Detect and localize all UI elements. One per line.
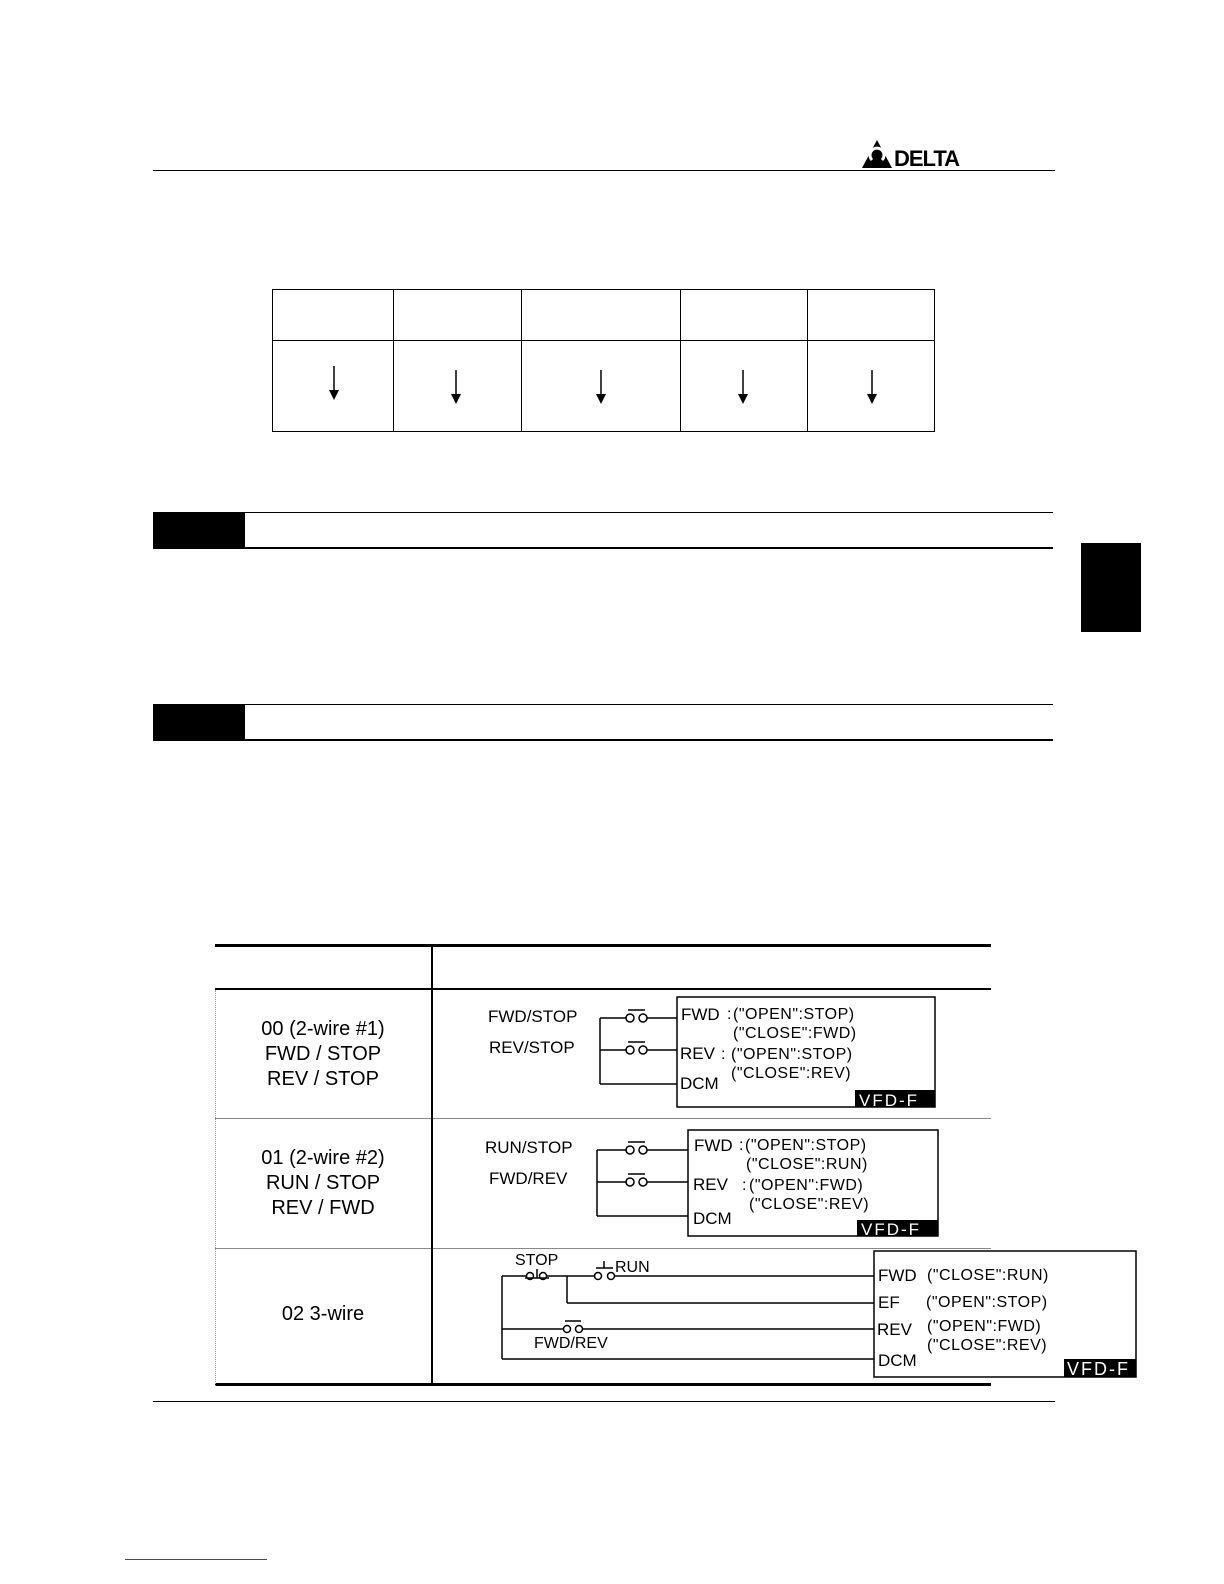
switch-label: RUN/STOP [485, 1138, 573, 1157]
state-label: ("CLOSE":REV) [731, 1065, 852, 1082]
logo-text: DELTA [894, 146, 960, 171]
table-divider [807, 290, 808, 431]
terminal-label: FWD [878, 1266, 917, 1285]
state-label: ("OPEN":STOP) [926, 1294, 1048, 1311]
svg-text::: : [727, 1006, 732, 1023]
switch-label: FWD/STOP [488, 1007, 578, 1026]
table-divider [521, 290, 522, 431]
terminal-label: REV [693, 1175, 728, 1194]
state-label: ("CLOSE":RUN) [746, 1156, 868, 1173]
state-label: ("OPEN":FWD) [749, 1177, 864, 1194]
wiring-diagram-2wire-1 [483, 997, 943, 1118]
down-arrow-icon [866, 370, 878, 404]
switch-label: FWD/REV [489, 1169, 568, 1188]
terminal-label: REV [877, 1320, 912, 1339]
terminal-label: FWD [694, 1136, 733, 1155]
down-arrow-icon [328, 366, 340, 400]
down-arrow-icon [450, 370, 462, 404]
wiring-mode-table [215, 944, 1130, 1386]
setting-cell [215, 1146, 431, 1221]
state-label: ("OPEN":STOP) [745, 1137, 867, 1154]
state-label: ("CLOSE":REV) [927, 1337, 1048, 1354]
table-divider [680, 290, 681, 431]
down-arrow-icon [737, 370, 749, 404]
setting-desc: REV / STOP [267, 1068, 379, 1090]
setting-cell [215, 1302, 431, 1327]
wiring-diagram-2wire-2 [483, 1128, 943, 1249]
state-label: ("OPEN":FWD) [927, 1318, 1042, 1335]
wiring-diagram-3wire [497, 1251, 1130, 1388]
switch-label: STOP [515, 1252, 559, 1269]
setting-cell [215, 1017, 431, 1092]
svg-text::: : [721, 1046, 726, 1063]
switch-label: REV/STOP [489, 1038, 575, 1057]
footer-link-underline [125, 1559, 267, 1560]
setting-code: 00 (2-wire #1) [261, 1018, 385, 1040]
switch-label: FWD/REV [534, 1335, 608, 1352]
state-label: ("OPEN":STOP) [733, 1006, 855, 1023]
vfd-badge: VFD-F [859, 1091, 920, 1110]
table-row-divider [273, 340, 934, 341]
setting-code: 02 3-wire [281, 1303, 365, 1325]
sequence-table [272, 289, 935, 432]
state-label: ("CLOSE":RUN) [927, 1267, 1049, 1284]
state-label: ("OPEN":STOP) [731, 1046, 853, 1063]
vfd-badge: VFD-F [1067, 1359, 1130, 1379]
setting-desc: FWD / STOP [264, 1043, 382, 1065]
parameter-label-block [153, 704, 245, 741]
parameter-header-bar [153, 704, 1053, 741]
down-arrow-icon [595, 370, 607, 404]
terminal-label: FWD [681, 1005, 720, 1024]
footer-rule [153, 1401, 1055, 1402]
svg-text::: : [742, 1177, 747, 1194]
chapter-tab [1081, 543, 1141, 632]
terminal-label: REV [680, 1044, 715, 1063]
setting-desc: RUN / STOP [265, 1172, 381, 1194]
setting-desc: REV / FWD [271, 1197, 375, 1219]
parameter-header-bar [153, 512, 1053, 549]
table-divider [393, 290, 394, 431]
delta-triangle-icon [860, 138, 894, 170]
terminal-label: DCM [680, 1074, 719, 1093]
terminal-label: DCM [878, 1351, 917, 1370]
state-label: ("CLOSE":REV) [749, 1196, 870, 1213]
state-label: ("CLOSE":FWD) [733, 1025, 857, 1042]
terminal-label: EF [878, 1293, 900, 1312]
setting-code: 01 (2-wire #2) [261, 1147, 385, 1169]
header-rule [153, 170, 1055, 171]
parameter-label-block [153, 512, 245, 549]
terminal-label: DCM [693, 1209, 732, 1228]
vfd-badge: VFD-F [861, 1220, 922, 1239]
delta-logo [860, 138, 962, 172]
svg-text::: : [739, 1137, 744, 1154]
switch-label: RUN [615, 1259, 650, 1276]
